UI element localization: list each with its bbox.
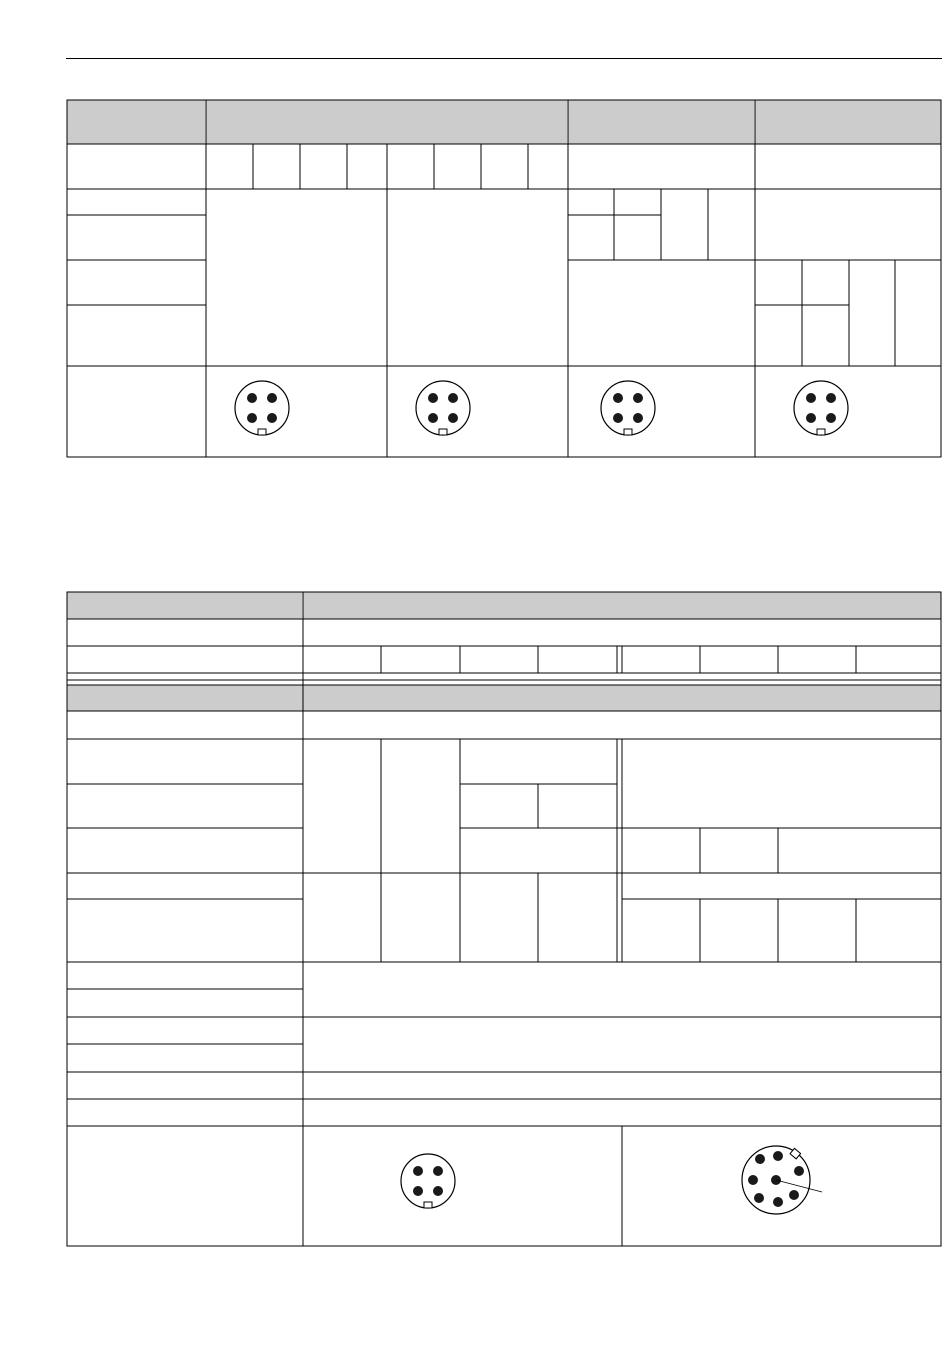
pin-dot <box>773 1151 783 1161</box>
pin-dot <box>748 1175 758 1185</box>
table2-section-band <box>67 685 941 711</box>
pin-dot <box>789 1190 799 1200</box>
table2-header-cell <box>303 592 941 619</box>
pin-dot <box>773 1197 783 1207</box>
pin-dot <box>794 1166 804 1176</box>
pin-dot <box>754 1193 764 1203</box>
table2-connector-8pin-icon <box>742 1146 822 1214</box>
key-notch <box>424 1202 432 1208</box>
table2-header-cell <box>67 592 302 619</box>
pin-dot <box>433 1166 443 1176</box>
pin-dot <box>413 1166 423 1176</box>
leader-line <box>776 1180 822 1192</box>
pin-dot <box>755 1154 765 1164</box>
table2-connector-4pin-icon <box>401 1154 455 1208</box>
pin-dot <box>433 1186 443 1196</box>
pin-dot <box>413 1186 423 1196</box>
